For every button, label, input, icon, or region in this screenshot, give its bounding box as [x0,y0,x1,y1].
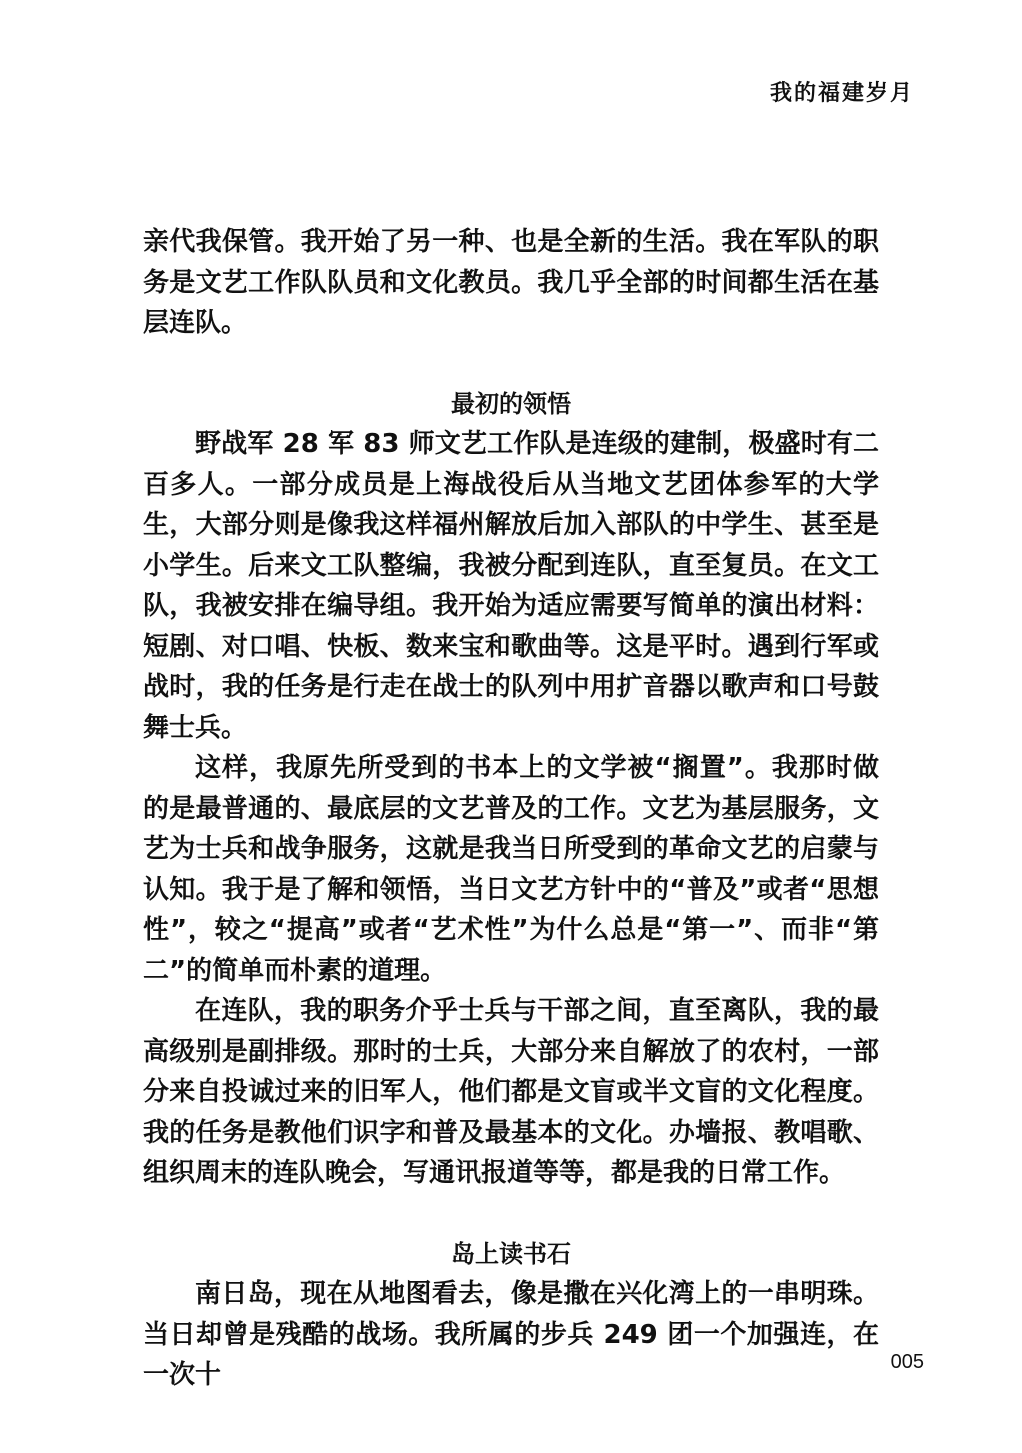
section-title-island-reading-stone: 岛上读书石 [451,1239,571,1268]
page-body [143,222,879,1396]
section1-paragraph-3: 在连队，我的职务介乎士兵与干部之间，直至离队，我的最高级别是副排级。那时的士兵，大部分来自解放了的农村，一部分来自投诚过来的旧军人，他们都是文盲或半文盲的文化程度。我的任务是教他们识字和普及最基本的文化。办墙报、教唱歌、组织周末的连队晚会，写通讯报道等等，都是我的日常工作。 [143,996,879,1188]
section1-paragraph-2: 这样，我原先所受到的书本上的文学被“搁置”。我那时做的是最普通的、最底层的文艺普及的工作。文艺为基层服务，文艺为士兵和战争服务，这就是我当日所受到的革命文艺的启蒙与认知。我于是了解和领悟，当日文艺方针中的“普及”或者“思想性”，较之“提高”或者“艺术性”为什么总是“第一”、而非“第二”的简单而朴素的道理。 [143,753,879,986]
opening-paragraph: 亲代我保管。我开始了另一种、也是全新的生活。我在军队的职务是文艺工作队队员和文化教员。我几乎全部的时间都生活在基层连队。 [143,227,879,338]
section-title-initial-realization: 最初的领悟 [451,389,571,418]
section-spacer [143,344,879,384]
section-spacer [143,1194,879,1234]
page-number: 005 [890,1351,924,1373]
section1-paragraph-1: 野战军 28 军 83 师文艺工作队是连级的建制，极盛时有二百多人。一部分成员是上海战役后从当地文艺团体参军的大学生，大部分则是像我这样福州解放后加入部队的中学生、甚至是小学生。后来文工队整编，我被分配到连队，直至复员。在文工队，我被安排在编导组。我开始为适应需要写简单的演出材料：短剧、对口唱、快板、数来宝和歌曲等。这是平时。遇到行军或战时，我的任务是行走在战士的队列中用扩音器以歌声和口号鼓舞士兵。 [143,429,879,743]
running-header-title: 我的福建岁月 [769,81,914,106]
section2-paragraph-1: 南日岛，现在从地图看去，像是撒在兴化湾上的一串明珠。当日却曾是残酷的战场。我所属的步兵 249 团一个加强连，在一次十 [143,1279,879,1390]
